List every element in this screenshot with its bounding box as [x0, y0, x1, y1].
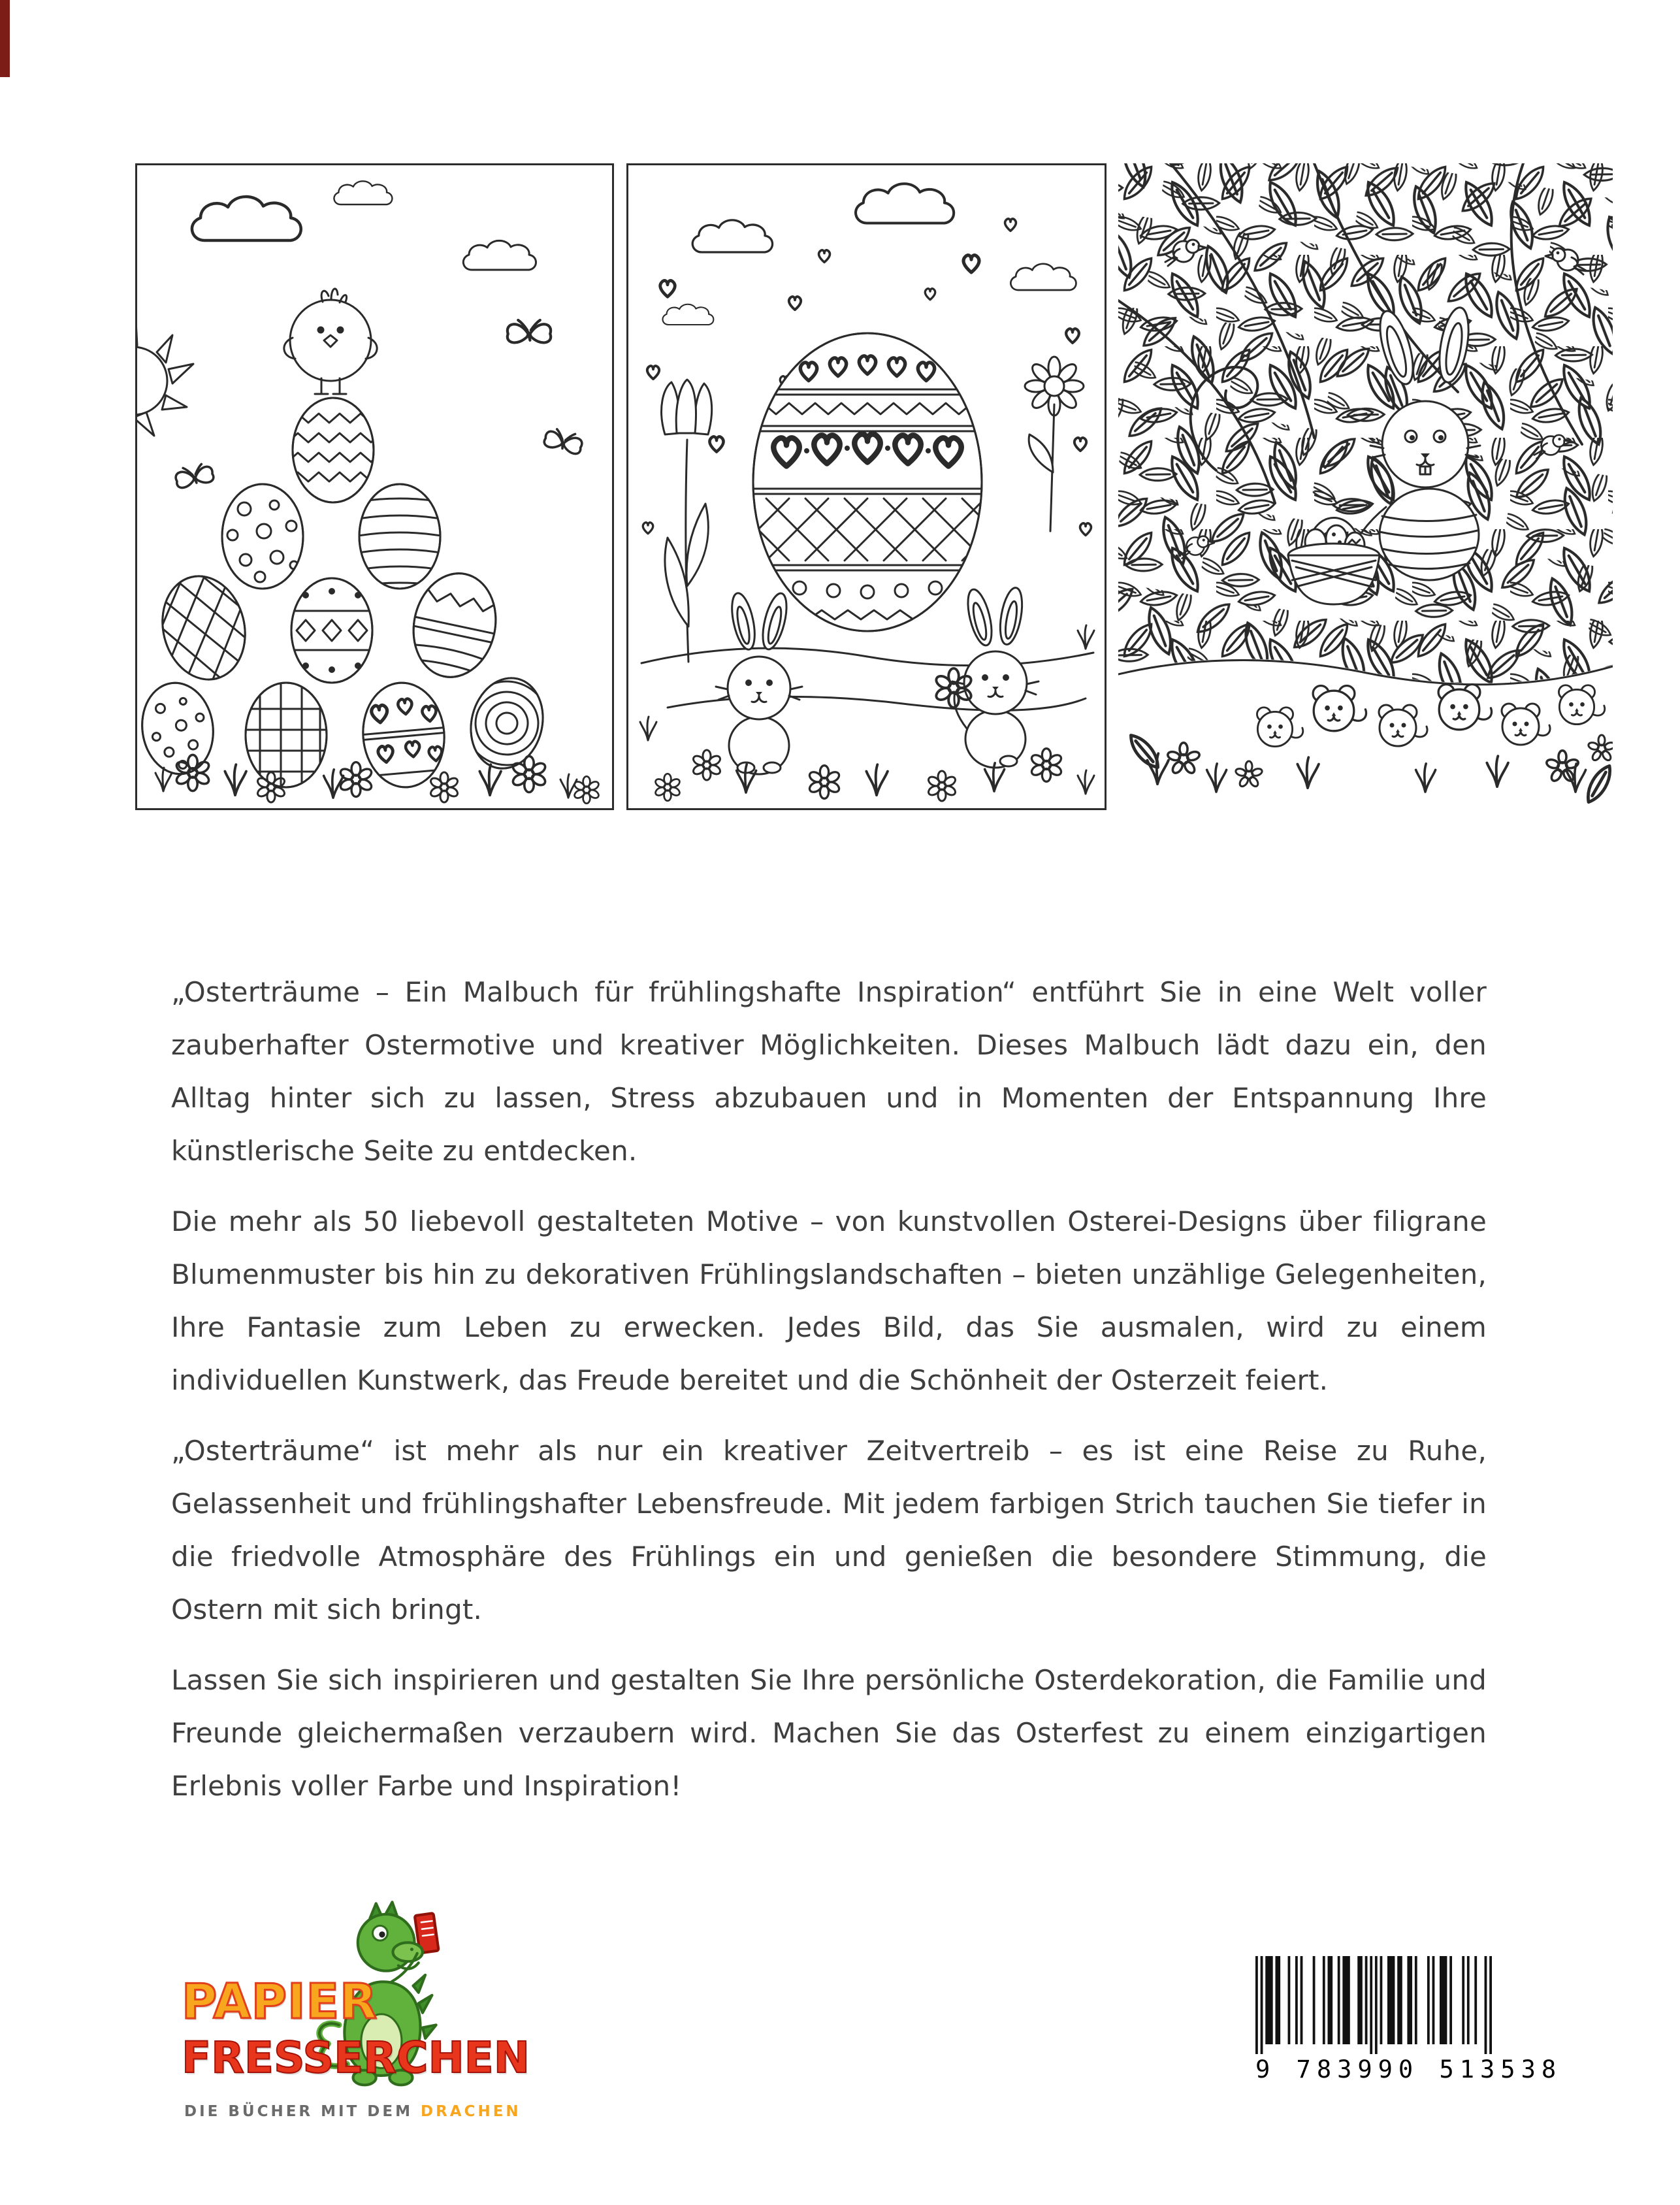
isbn-number: 9 783990 513538: [1255, 2055, 1562, 2083]
description-paragraph-1: „Osterträume – Ein Malbuch für frühlingshafte Inspiration“ entführt Sie in eine Welt voller zauberhafter Ostermotive und kreativer Möglichkeiten. Dieses Malbuch lädt dazu ein, den Alltag hinter sich zu lassen, Stress abzubauen und in Momenten der Entspannung Ihre künstlerische Seite zu entdecken.: [171, 976, 1487, 1167]
publisher-logo: [180, 1891, 536, 2166]
bunny-in-foliage-illustration: [1118, 163, 1613, 810]
chick-on-eggs-illustration: [137, 165, 612, 808]
logo-word-fresserchen: FRESSERCHEN: [182, 2033, 530, 2083]
logo-word-papier: PAPIER: [182, 1974, 378, 2030]
logo-tagline: DIE BÜCHER MIT DEM DRACHEN: [184, 2103, 521, 2120]
egg-with-bunnies-illustration: [628, 165, 1105, 808]
coloring-page-preview-chick-on-eggs: [135, 163, 614, 810]
coloring-previews: [135, 163, 1613, 810]
book-description: [171, 966, 1487, 1830]
print-mark: [0, 0, 10, 77]
description-paragraph-3: „Osterträume“ ist mehr als nur ein kreativer Zeitvertreib – es ist eine Reise zu Ruhe, Gelassenheit und frühlingshafter Lebensfreude. Mit jedem farbigen Strich tauchen Sie tiefer in die friedvolle Atmosphäre des Frühlings ein und genießen die besondere Stimmung, die Ostern mit sich bringt.: [171, 1435, 1487, 1625]
barcode-bars: [1255, 1956, 1492, 2054]
description-paragraph-2: Die mehr als 50 liebevoll gestalteten Motive – von kunstvollen Osterei-Designs über filigrane Blumenmuster bis hin zu dekorativen Frühlingslandschaften – bieten unzählige Gelegenheiten, Ihre Fantasie zum Leben zu erwecken. Jedes Bild, das Sie ausmalen, wird zu einem individuellen Kunstwerk, das Freude bereitet und die Schönheit der Osterzeit feiert.: [171, 1205, 1487, 1396]
description-paragraph-4: Lassen Sie sich inspirieren und gestalten Sie Ihre persönliche Osterdekoration, die Familie und Freunde gleichermaßen verzaubern wird. Machen Sie das Osterfest zu einem einzigartigen Erlebnis voller Farbe und Inspiration!: [171, 1664, 1487, 1802]
coloring-page-preview-bunny-in-foliage: [1118, 163, 1613, 810]
logo-tagline-highlight: DRACHEN: [420, 2103, 521, 2120]
isbn-barcode: [1255, 1956, 1562, 2083]
coloring-page-preview-egg-with-bunnies: [626, 163, 1107, 810]
